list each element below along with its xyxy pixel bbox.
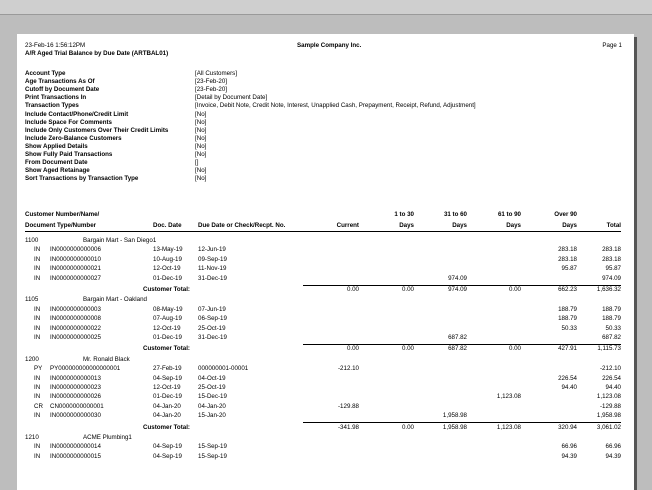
param-label: Age Transactions As Of xyxy=(25,78,95,86)
customer-total-current: 0.00 xyxy=(346,345,359,353)
due-date: 15-Sep-19 xyxy=(198,452,227,460)
customer-total-d3: 1,123.08 xyxy=(496,423,521,431)
amount-d4: 188.79 xyxy=(558,315,577,323)
due-date: 31-Dec-19 xyxy=(198,274,227,282)
doc-date: 13-May-19 xyxy=(153,246,183,254)
customer-name: Bargain Mart - Oakland xyxy=(83,296,147,304)
doc-type: IN xyxy=(34,265,41,273)
col-over-90-days: Days xyxy=(562,222,577,229)
doc-date: 04-Sep-19 xyxy=(153,443,182,451)
company-name: Sample Company Inc. xyxy=(297,42,362,49)
param-label: Print Transactions In xyxy=(25,94,87,102)
due-date: 04-Oct-19 xyxy=(198,374,226,382)
doc-type: IN xyxy=(34,443,41,451)
amount-total: 974.09 xyxy=(602,274,621,282)
param-label: Include Space For Comments xyxy=(25,118,112,126)
param-value: [No] xyxy=(195,118,207,126)
amount-d4: 50.33 xyxy=(561,324,577,332)
doc-type: PY xyxy=(34,365,43,373)
customer-name: Mr. Ronald Black xyxy=(83,355,130,363)
param-label: Include Zero-Balance Customers xyxy=(25,134,122,142)
amount-d4: 188.79 xyxy=(558,305,577,313)
customer-total-d1: 0.00 xyxy=(401,286,414,293)
due-date: 000000001-00001 xyxy=(198,365,249,373)
customer-name: Bargain Mart - San Diego1 xyxy=(83,237,157,244)
amount-total: 188.79 xyxy=(602,305,621,313)
param-label: Include Contact/Phone/Credit Limit xyxy=(25,110,129,118)
due-date: 25-Oct-19 xyxy=(198,384,226,391)
doc-number: IN0000000000003 xyxy=(50,305,101,313)
doc-type: IN xyxy=(34,255,41,263)
doc-type: IN xyxy=(34,305,41,313)
param-value: [] xyxy=(195,159,199,167)
param-label: Sort Transactions by Transaction Type xyxy=(25,175,139,183)
customer-total-total: 1,115.73 xyxy=(597,345,621,353)
header-divider xyxy=(25,231,621,232)
doc-date: 27-Feb-19 xyxy=(153,365,182,373)
amount-total: 50.33 xyxy=(605,324,621,332)
col-1-30-top: 1 to 30 xyxy=(394,211,414,218)
customer-total-d1: 0.00 xyxy=(401,345,414,353)
param-value: [Invoice, Debit Note, Credit Note, Interest, Unapplied Cash, Prepayment, Receipt, Refund, Adjustment] xyxy=(195,102,476,110)
due-date: 25-Oct-19 xyxy=(198,324,226,332)
amount-total: 95.87 xyxy=(605,265,621,273)
amount-current: -212.10 xyxy=(338,365,359,373)
viewer-toolbar xyxy=(0,0,652,15)
customer-number: 1210 xyxy=(25,434,39,441)
amount-current: -129.88 xyxy=(338,402,359,410)
param-value: [23-Feb-20] xyxy=(195,78,227,86)
col-over-90-top: Over 90 xyxy=(554,211,577,218)
customer-number: 1105 xyxy=(25,296,39,304)
customer-total-d3: 0.00 xyxy=(508,345,521,353)
doc-date: 04-Jan-20 xyxy=(153,402,181,410)
customer-total-d4: 427.91 xyxy=(558,345,577,353)
due-date: 07-Jun-19 xyxy=(198,305,226,313)
page-number: Page 1 xyxy=(602,42,622,49)
doc-type: IN xyxy=(34,246,41,254)
param-value: [No] xyxy=(195,142,207,150)
amount-total: -129.88 xyxy=(600,402,621,410)
amount-total: 687.82 xyxy=(602,334,621,341)
doc-number: IN0000000000008 xyxy=(50,315,101,323)
doc-type: IN xyxy=(34,384,41,391)
doc-type: IN xyxy=(34,412,41,420)
due-date: 06-Sep-19 xyxy=(198,315,227,323)
amount-total: 1,958.98 xyxy=(596,412,621,420)
doc-type: IN xyxy=(34,315,41,323)
due-date: 15-Jan-20 xyxy=(198,412,226,420)
customer-total-label: Customer Total: xyxy=(143,345,190,353)
param-value: [All Customers] xyxy=(195,70,237,77)
doc-date: 12-Oct-19 xyxy=(153,265,181,273)
doc-type: IN xyxy=(34,374,41,382)
customer-total-d4: 320.94 xyxy=(558,423,577,431)
doc-number: IN0000000000013 xyxy=(50,374,101,382)
amount-total: 283.18 xyxy=(602,255,621,263)
customer-total-d3: 0.00 xyxy=(508,286,521,293)
amount-d4: 283.18 xyxy=(558,246,577,254)
doc-number: IN0000000000027 xyxy=(50,274,101,282)
amount-d2: 1,958.98 xyxy=(442,412,467,420)
doc-number: IN0000000000021 xyxy=(50,265,101,273)
col-current: Current xyxy=(336,222,359,229)
due-date: 15-Dec-19 xyxy=(198,393,227,401)
doc-number: IN0000000000030 xyxy=(50,412,101,420)
param-value: [Detail by Document Date] xyxy=(195,94,268,102)
customer-total-current: 0.00 xyxy=(346,286,359,293)
doc-number: IN0000000000023 xyxy=(50,384,101,391)
amount-d4: 66.96 xyxy=(561,443,577,451)
report-page xyxy=(17,34,634,490)
due-date: 12-Jun-19 xyxy=(198,246,226,254)
due-date: 31-Dec-19 xyxy=(198,334,227,341)
doc-number: IN0000000000014 xyxy=(50,443,101,451)
doc-date: 07-Aug-19 xyxy=(153,315,182,323)
param-value: [No] xyxy=(195,175,207,183)
customer-number: 1100 xyxy=(25,237,39,244)
doc-number: IN0000000000010 xyxy=(50,255,101,263)
doc-number: IN0000000000022 xyxy=(50,324,101,332)
customer-total-d1: 0.00 xyxy=(401,423,414,431)
amount-total: -212.10 xyxy=(600,365,621,373)
amount-d4: 226.54 xyxy=(558,374,577,382)
amount-d4: 283.18 xyxy=(558,255,577,263)
doc-type: IN xyxy=(34,393,41,401)
col-1-30-days: Days xyxy=(399,222,414,229)
customer-total-d2: 974.09 xyxy=(448,286,467,293)
amount-d2: 974.09 xyxy=(448,274,467,282)
customer-total-d2: 1,958.98 xyxy=(442,423,467,431)
col-61-90-days: Days xyxy=(506,222,521,229)
col-61-90-top: 61 to 90 xyxy=(497,211,521,218)
amount-total: 94.39 xyxy=(605,452,621,460)
amount-d4: 95.87 xyxy=(561,265,577,273)
doc-date: 01-Dec-19 xyxy=(153,334,182,341)
doc-date: 10-Aug-19 xyxy=(153,255,182,263)
col-31-60-days: Days xyxy=(452,222,467,229)
doc-type: IN xyxy=(34,274,41,282)
param-value: [No] xyxy=(195,151,207,158)
amount-total: 283.18 xyxy=(602,246,621,254)
doc-number: CN0000000000001 xyxy=(50,402,104,410)
doc-number: PY000000000000000001 xyxy=(50,365,121,373)
doc-type: CR xyxy=(34,402,43,410)
param-value: [No] xyxy=(195,167,207,175)
due-date: 11-Nov-19 xyxy=(198,265,227,273)
col-doc-date: Doc. Date xyxy=(153,222,182,229)
customer-total-total: 3,061.02 xyxy=(596,423,621,431)
amount-total: 188.79 xyxy=(602,315,621,323)
doc-date: 04-Sep-19 xyxy=(153,374,182,382)
report-title: A/R Aged Trial Balance by Due Date (ARTBAL01) xyxy=(25,50,169,57)
customer-total-label: Customer Total: xyxy=(143,423,190,431)
param-value: [No] xyxy=(195,134,207,142)
due-date: 15-Sep-19 xyxy=(198,443,227,451)
doc-date: 04-Jan-20 xyxy=(153,412,181,420)
param-label: Show Aged Retainage xyxy=(25,167,90,175)
doc-number: IN0000000000006 xyxy=(50,246,101,254)
amount-d2: 687.82 xyxy=(448,334,467,341)
doc-date: 12-Oct-19 xyxy=(153,324,181,332)
customer-total-label: Customer Total: xyxy=(143,286,190,293)
param-label: Transaction Types xyxy=(25,102,79,110)
amount-total: 1,123.08 xyxy=(596,393,621,401)
param-label: Cutoff by Document Date xyxy=(25,86,100,94)
amount-total: 66.96 xyxy=(605,443,621,451)
report-datetime: 23-Feb-16 1:56:12PM xyxy=(25,42,86,49)
doc-date: 04-Sep-19 xyxy=(153,452,182,460)
amount-total: 94.40 xyxy=(605,384,621,391)
param-label: Show Fully Paid Transactions xyxy=(25,151,113,158)
customer-total-total: 1,636.32 xyxy=(596,286,621,293)
doc-date: 01-Dec-19 xyxy=(153,274,182,282)
customer-total-d4: 662.23 xyxy=(558,286,577,293)
col-31-60-top: 31 to 60 xyxy=(443,211,467,218)
customer-number: 1200 xyxy=(25,355,39,363)
col-customer-number: Customer Number/Name/ xyxy=(25,211,100,218)
param-value: [23-Feb-20] xyxy=(195,86,227,94)
amount-total: 226.54 xyxy=(602,374,621,382)
doc-number: IN0000000000025 xyxy=(50,334,101,341)
doc-type: IN xyxy=(34,334,41,341)
doc-type: IN xyxy=(34,324,41,332)
col-due-date: Due Date or Check/Recpt. No. xyxy=(198,222,286,229)
customer-total-current: -341.98 xyxy=(338,423,359,431)
doc-date: 12-Oct-19 xyxy=(153,384,181,391)
amount-d3: 1,123.08 xyxy=(496,393,521,401)
customer-name: ACME Plumbing1 xyxy=(83,434,132,441)
due-date: 04-Jan-20 xyxy=(198,402,226,410)
amount-d4: 94.40 xyxy=(561,384,577,391)
amount-d4: 94.39 xyxy=(561,452,577,460)
doc-date: 08-May-19 xyxy=(153,305,183,313)
doc-number: IN0000000000026 xyxy=(50,393,101,401)
doc-type: IN xyxy=(34,452,41,460)
param-label: From Document Date xyxy=(25,159,88,167)
doc-date: 01-Dec-19 xyxy=(153,393,182,401)
customer-total-d2: 687.82 xyxy=(448,345,467,353)
col-total: Total xyxy=(606,222,621,229)
param-label: Include Only Customers Over Their Credit Limits xyxy=(25,126,169,134)
param-value: [No] xyxy=(195,110,207,118)
due-date: 09-Sep-19 xyxy=(198,255,227,263)
doc-number: IN0000000000015 xyxy=(50,452,101,460)
col-document-type: Document Type/Number xyxy=(25,222,97,229)
param-label: Show Applied Details xyxy=(25,142,88,150)
param-label: Account Type xyxy=(25,70,66,77)
param-value: [No] xyxy=(195,126,207,134)
